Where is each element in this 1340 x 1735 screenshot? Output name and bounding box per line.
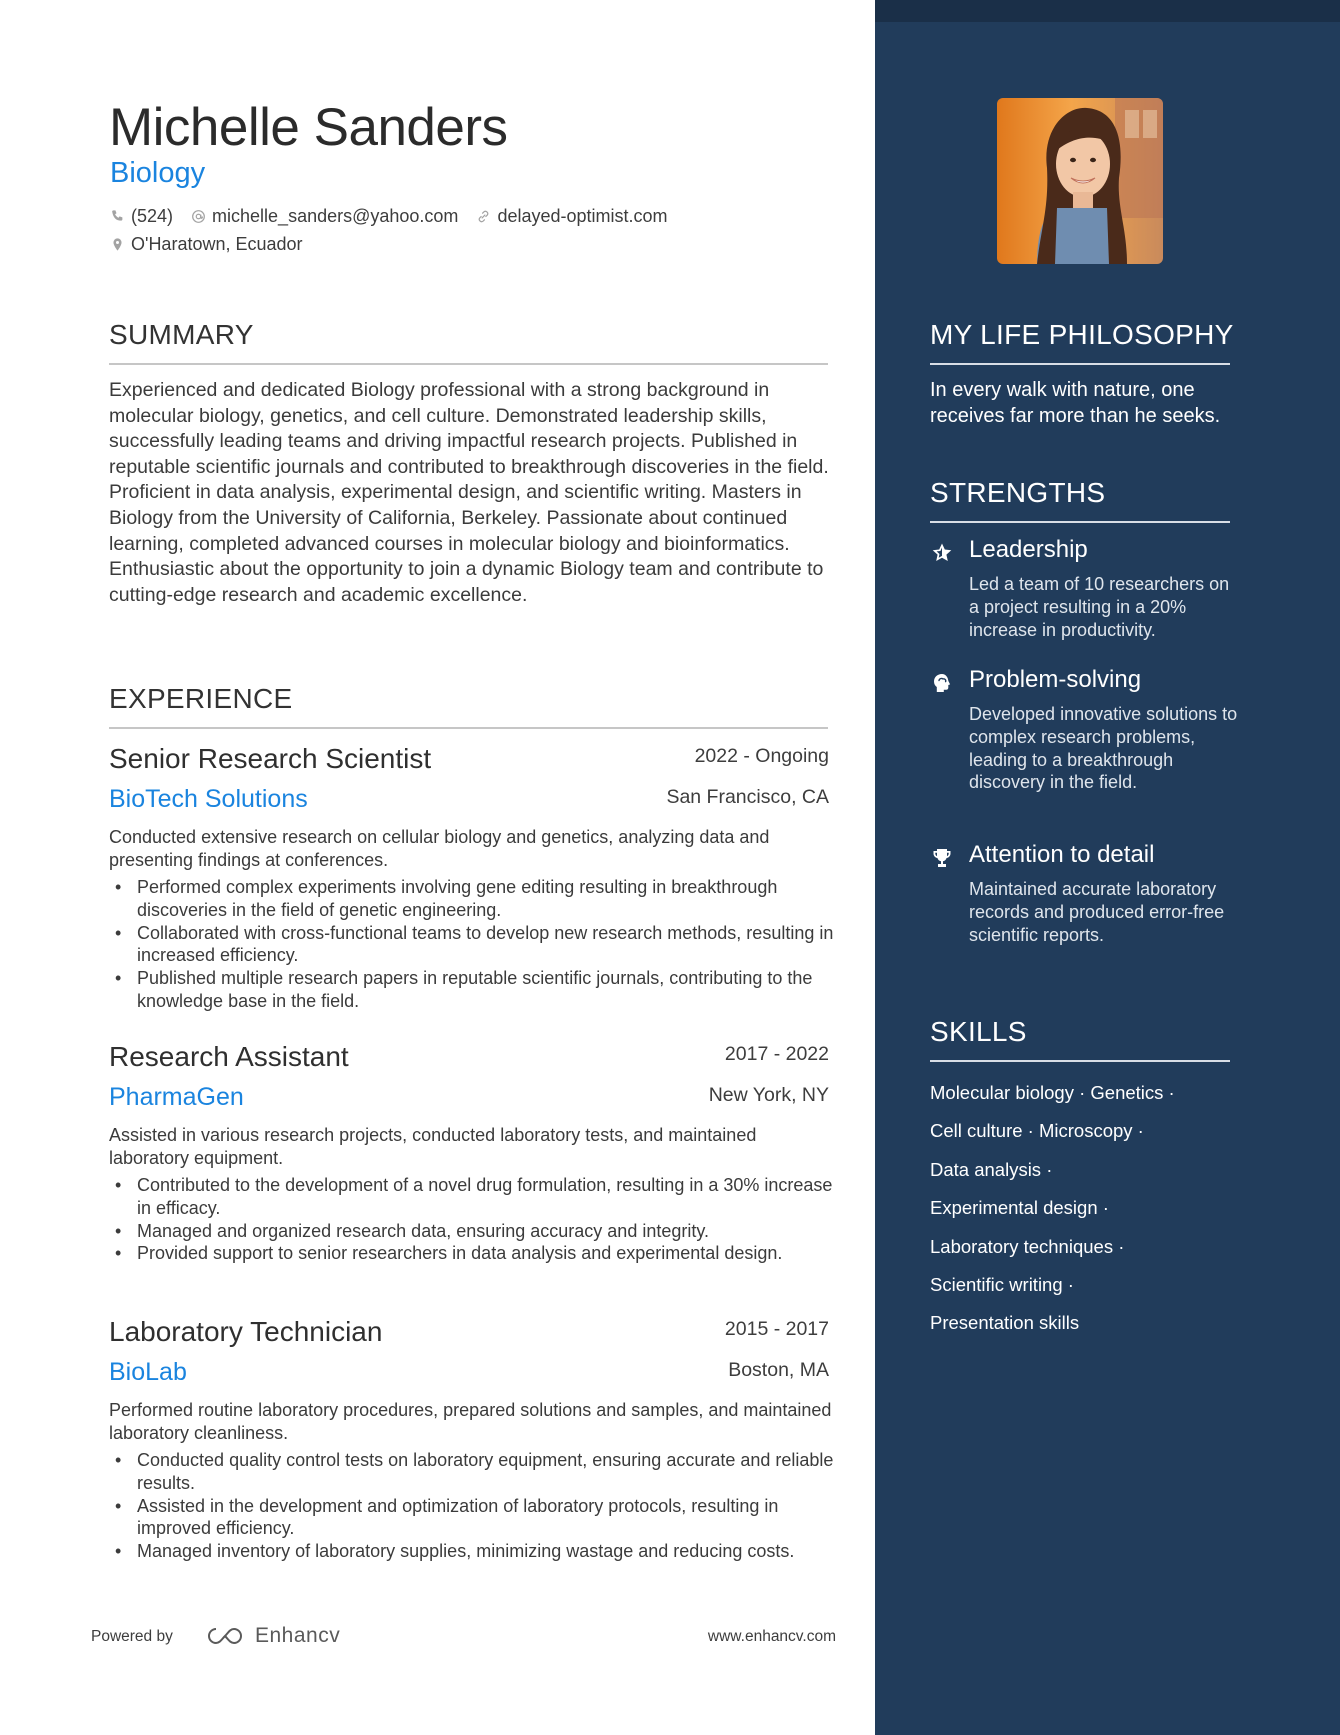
skill-line: Laboratory techniques · xyxy=(930,1235,1125,1257)
job-description: Conducted extensive research on cellular biology and genetics, analyzing data and presenting findings at conferences. xyxy=(109,827,770,870)
job-location: New York, NY xyxy=(708,1084,829,1106)
job-dates: 2017 - 2022 xyxy=(724,1043,829,1065)
candidate-name: Michelle Sanders xyxy=(109,98,508,157)
skill-line: Data analysis · xyxy=(930,1158,1053,1180)
powered-by-label: Powered by xyxy=(91,1628,173,1645)
strength-description: Led a team of 10 researchers on a project resulting in a 20% increase in productivity. xyxy=(969,574,1230,640)
job-bullet-list xyxy=(109,1174,834,1265)
philosophy-heading: MY LIFE PHILOSOPHY xyxy=(930,319,1234,350)
at-icon xyxy=(191,209,206,224)
skill-line: Scientific writing · xyxy=(930,1274,1074,1296)
skill-line: Cell culture · Microscopy · xyxy=(930,1120,1144,1142)
brain-icon xyxy=(930,671,954,695)
skill-line: Presentation skills xyxy=(930,1312,1080,1334)
link-icon xyxy=(476,209,491,224)
location-text: O'Haratown, Ecuador xyxy=(131,234,303,254)
job-bullet: • Managed inventory of laboratory supplies, minimizing wastage and reducing costs. xyxy=(109,1540,834,1563)
skills-divider xyxy=(930,1060,1230,1062)
sidebar-top-bar xyxy=(875,0,1340,22)
job-company: BioTech Solutions xyxy=(109,785,308,813)
footer-website[interactable]: www.enhancv.com xyxy=(707,1628,836,1645)
job-location: San Francisco, CA xyxy=(666,786,829,808)
summary-heading: SUMMARY xyxy=(109,319,254,350)
summary-divider xyxy=(109,363,828,365)
star-icon xyxy=(930,541,954,565)
strength-title: Leadership xyxy=(969,536,1088,563)
job-title: Senior Research Scientist xyxy=(109,743,432,774)
job-bullet: • Provided support to senior researchers in data analysis and experimental design. xyxy=(109,1242,834,1265)
location-pin-icon xyxy=(110,237,125,252)
email-item[interactable] xyxy=(191,206,458,227)
website-text[interactable]: delayed-optimist.com xyxy=(497,206,668,226)
strength-title: Attention to detail xyxy=(969,841,1155,868)
job-company: PharmaGen xyxy=(109,1083,244,1111)
job-bullet: • Collaborated with cross-functional teams to develop new research methods, resulting in increased efficiency. xyxy=(109,922,834,968)
phone-item xyxy=(110,206,173,227)
job-title: Laboratory Technician xyxy=(109,1316,383,1347)
strength-description: Maintained accurate laboratory records and produced error-free scientific reports. xyxy=(969,879,1225,945)
trophy-icon xyxy=(930,846,954,870)
job-company: BioLab xyxy=(109,1358,187,1386)
contact-row xyxy=(110,206,686,227)
candidate-role: Biology xyxy=(110,157,206,189)
enhancv-logo[interactable] xyxy=(203,1624,340,1648)
experience-heading: EXPERIENCE xyxy=(109,683,293,714)
location-item xyxy=(110,234,303,255)
enhancv-brand-text: Enhancv xyxy=(255,1624,341,1647)
sidebar xyxy=(875,0,1340,1735)
job-description: Performed routine laboratory procedures, prepared solutions and samples, and maintained laboratory cleanliness. xyxy=(109,1400,832,1443)
job-title: Research Assistant xyxy=(109,1041,349,1072)
job-location: Boston, MA xyxy=(728,1359,829,1381)
experience-divider xyxy=(109,727,828,729)
philosophy-divider xyxy=(930,363,1230,365)
job-dates: 2022 - Ongoing xyxy=(694,745,829,767)
job-bullet: • Contributed to the development of a novel drug formulation, resulting in a 30% increase in efficacy. xyxy=(109,1174,834,1220)
skills-heading: SKILLS xyxy=(930,1016,1027,1047)
strength-title: Problem-solving xyxy=(969,666,1142,693)
job-description: Assisted in various research projects, conducted laboratory tests, and maintained laboratory equipment. xyxy=(109,1125,757,1168)
strength-description: Developed innovative solutions to complex research problems, leading to a breakthrough discovery in the field. xyxy=(969,704,1238,793)
job-bullet-list xyxy=(109,876,834,1013)
job-bullet: • Managed and organized research data, ensuring accuracy and integrity. xyxy=(109,1220,834,1243)
job-bullet: • Published multiple research papers in reputable scientific journals, contributing to the knowledge base in the field. xyxy=(109,967,834,1013)
summary-text: Experienced and dedicated Biology professional with a strong background in molecular biology, genetics, and cell culture. Demonstrated leadership skills, successfully leading teams and driving impactful research projects. Published in reputable scientific journals and contributed to breakthrough discoveries in the field. Proficient in data analysis, experimental design, and scientific writing. Masters in Biology from the University of California, Berkeley. Passionate about continued learning, completed advanced courses in molecular biology and bioinformatics. Enthusiastic about the opportunity to join a dynamic Biology team and contribute to cutting-edge research and academic excellence. xyxy=(109,379,829,606)
job-bullet: • Assisted in the development and optimization of laboratory protocols, resulting in improved efficiency. xyxy=(109,1495,834,1541)
job-bullet: • Performed complex experiments involving gene editing resulting in breakthrough discoveries in the field of genetic engineering. xyxy=(109,876,834,922)
skills-list xyxy=(930,1074,1240,1343)
email-text[interactable]: michelle_sanders@yahoo.com xyxy=(212,206,459,226)
skill-line: Experimental design · xyxy=(930,1197,1109,1219)
phone-text: (524) xyxy=(131,206,174,226)
enhancv-logo-icon xyxy=(203,1624,247,1648)
profile-photo xyxy=(997,98,1163,264)
strengths-divider xyxy=(930,521,1230,523)
footer xyxy=(91,1620,836,1656)
phone-icon xyxy=(110,209,125,224)
philosophy-text: In every walk with nature, one receives far more than he seeks. xyxy=(930,379,1221,427)
location-row xyxy=(110,234,321,255)
job-dates: 2015 - 2017 xyxy=(724,1318,829,1340)
skill-line: Molecular biology · Genetics · xyxy=(930,1082,1175,1103)
website-item[interactable] xyxy=(476,206,667,227)
strengths-heading: STRENGTHS xyxy=(930,477,1106,508)
job-bullet-list xyxy=(109,1449,834,1563)
job-bullet: • Conducted quality control tests on laboratory equipment, ensuring accurate and reliable results. xyxy=(109,1449,834,1495)
avatar xyxy=(997,98,1163,264)
